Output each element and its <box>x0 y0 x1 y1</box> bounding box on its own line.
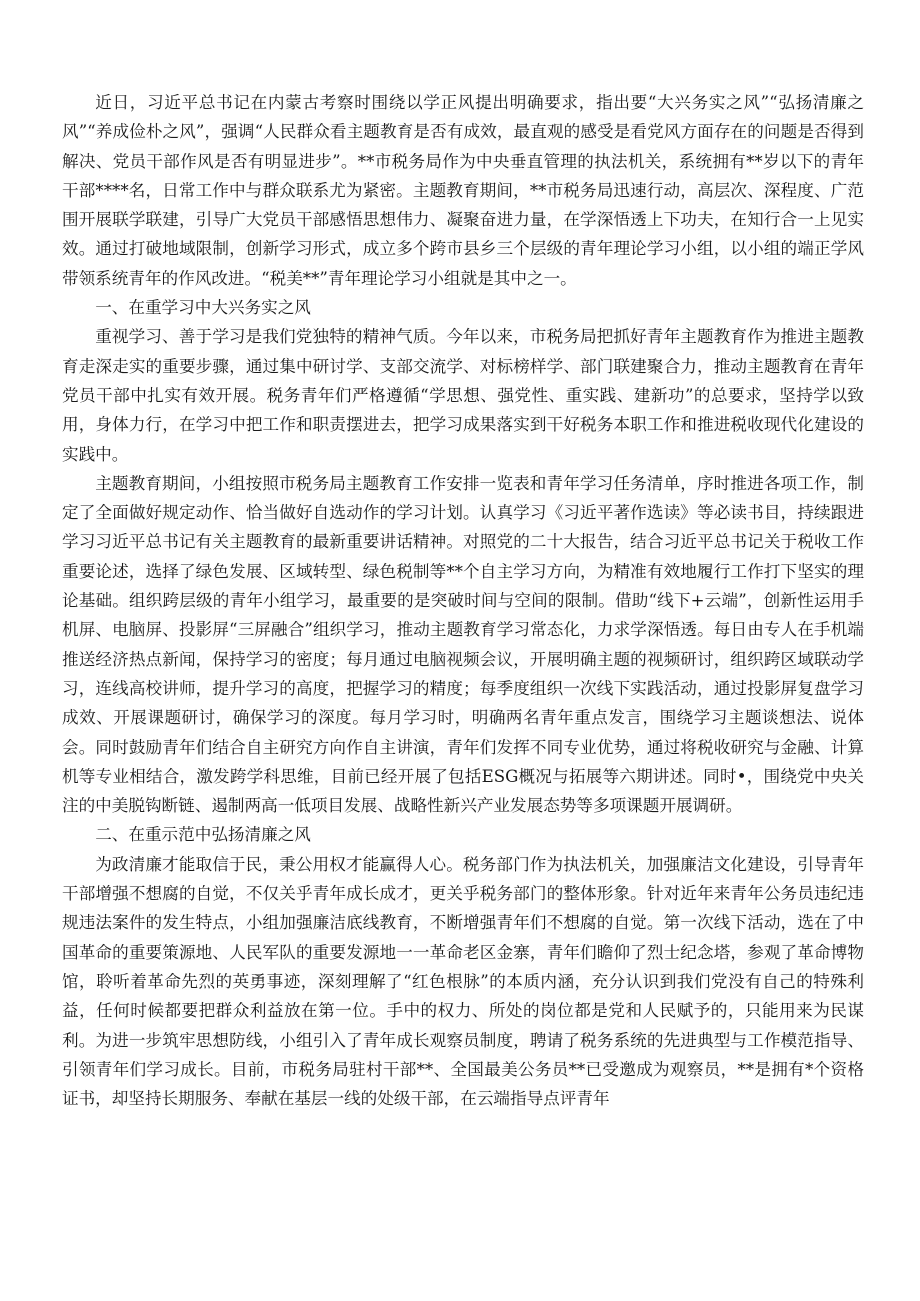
section-2-paragraph-1: 为政清廉才能取信于民，秉公用权才能赢得人心。税务部门作为执法机关，加强廉洁文化建设，引导青年干部增强不想腐的自觉，不仅关乎青年成长成才，更关乎税务部门的整体形象。针对近年来青年公务员违纪违规违法案件的发生特点，小组加强廉洁底线教育，不断增强青年们不想腐的自觉。第一次线下活动，选在了中国革命的重要策源地、人民军队的重要发源地一一革命老区金寨，青年们瞻仰了烈士纪念塔，参观了革命博物馆，聆听着革命先烈的英勇事迹，深刻理解了“红色根脉”的本质内涵，充分认识到我们党没有自己的特殊利益，任何时候都要把群众利益放在第一位。手中的权力、所处的岗位都是党和人民赋予的，只能用来为民谋利。为进一步筑牢思想防线，小组引入了青年成长观察员制度，聘请了税务系统的先进典型与工作模范指导、引领青年们学习成长。目前，市税务局驻村干部**、全国最美公务员**已受邀成为观察员，**是拥有*个资格证书，却坚持长期服务、奉献在基层一线的处级干部，在云端指导点评青年 <box>62 854 864 1109</box>
document-page <box>62 88 864 1113</box>
section-1-paragraph-1: 重视学习、善于学习是我们党独特的精神气质。今年以来，市税务局把抓好青年主题教育作为推进主题教育走深走实的重要步骤，通过集中研讨学、支部交流学、对标榜样学、部门联建聚合力，推动主题教育在青年党员干部中扎实有效开展。税务青年们严格遵循“学思想、强党性、重实践、建新功”的总要求，坚持学以致用，身体力行，在学习中把工作和职责摆进去，把学习成果落实到干好税务本职工作和推进税收现代化建设的实践中。 <box>62 327 864 464</box>
intro-paragraph: 近日，习近平总书记在内蒙古考察时围绕以学正风提出明确要求，指出要“大兴务实之风”“弘扬清廉之风”“养成俭朴之风”，强调“人民群众看主题教育是否有成效，最直观的感受是看党风方面存在的问题是否得到解决、党员干部作风是否有明显进步”。**市税务局作为中央垂直管理的执法机关，系统拥有**岁以下的青年干部****名，日常工作中与群众联系尤为紧密。主题教育期间，**市税务局迅速行动，高层次、深程度、广范围开展联学联建，引导广大党员干部感悟思想伟力、凝聚奋进力量，在学深悟透上下功夫，在知行合一上见实效。通过打破地域限制，创新学习形式，成立多个跨市县乡三个层级的青年理论学习小组，以小组的端正学风带领系统青年的作风改进。“税美**”青年理论学习小组就是其中之一。 <box>62 93 864 288</box>
section-heading-2: 二、在重示范中弘扬清廉之风 <box>95 825 311 845</box>
section-heading-1: 一、在重学习中大兴务实之风 <box>95 298 311 318</box>
section-1-paragraph-2: 主题教育期间，小组按照市税务局主题教育工作安排一览表和青年学习任务清单，序时推进各项工作，制定了全面做好规定动作、恰当做好自选动作的学习计划。认真学习《习近平著作选读》等必读书目，持续跟进学习习近平总书记有关主题教育的最新重要讲话精神。对照党的二十大报告，结合习近平总书记关于税收工作重要论述，选择了绿色发展、区域转型、绿色税制等**个自主学习方向，为精准有效地履行工作打下坚实的理论基础。组织跨层级的青年小组学习，最重要的是突破时间与空间的限制。借助“线下+云端”，创新性运用手机屏、电脑屏、投影屏“三屏融合”组织学习，推动主题教育学习常态化，力求学深悟透。每日由专人在手机端推送经济热点新闻，保持学习的密度；每月通过电脑视频会议，开展明确主题的视频研讨，组织跨区域联动学习，连线高校讲师，提升学习的高度，把握学习的精度；每季度组织一次线下实践活动，通过投影屏复盘学习成效、开展课题研讨，确保学习的深度。每月学习时，明确两名青年重点发言，围绕学习主题谈想法、说体会。同时鼓励青年们结合自主研究方向作自主讲演，青年们发挥不同专业优势，通过将税收研究与金融、计算机等专业相结合，激发跨学科思维，目前已经开展了包括ESG概况与拓展等六期讲述。同时•，围绕党中央关注的中美脱钩断链、遏制两高一低项目发展、战略性新兴产业发展态势等多项课题开展调研。 <box>62 473 864 816</box>
